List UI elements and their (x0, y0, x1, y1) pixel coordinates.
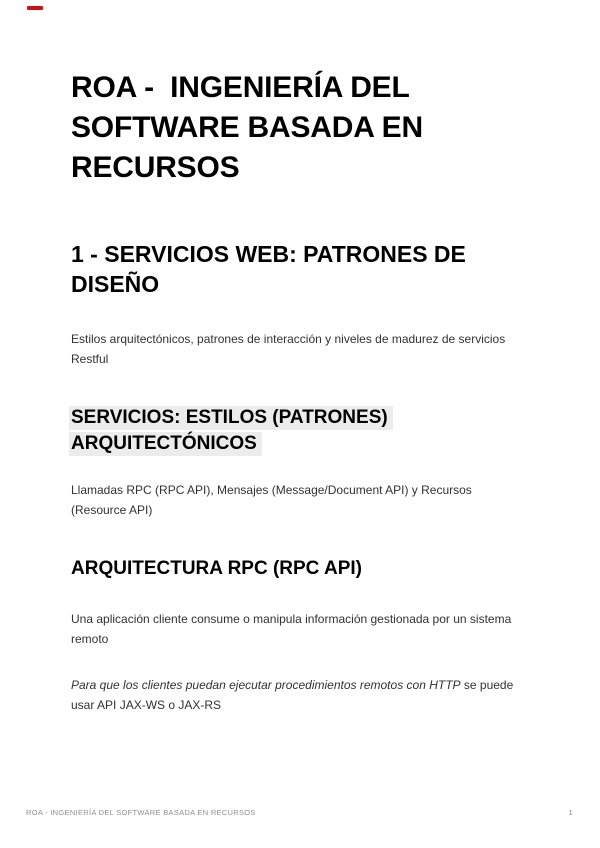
paragraph-http-regular-text: se puede usar API JAX-WS o JAX-RS (71, 678, 514, 712)
paragraph-intro: Estilos arquitectónicos, patrones de interacción y niveles de madurez de servicios Restful (71, 332, 506, 366)
section-heading-servicios-web: 1 - SERVICIOS WEB: PATRONES DE DISEÑO (71, 241, 466, 297)
highlighted-heading-text: SERVICIOS: ESTILOS (PATRONES) ARQUITECTÓNICOS (69, 406, 393, 456)
red-annotation-marker (27, 6, 43, 10)
document-title: ROA - INGENIERÍA DEL SOFTWARE BASADA EN RECURSOS (71, 71, 432, 184)
paragraph-http (71, 675, 529, 715)
footer-page-number: 1 (568, 808, 573, 817)
paragraph-http-italic-text: Para que los clientes puedan ejecutar procedimientos remotos con HTTP (71, 678, 461, 692)
paragraph-aplicacion-cliente: Una aplicación cliente consume o manipula información gestionada por un sistema remoto (71, 612, 512, 646)
paragraph-llamadas: Llamadas RPC (RPC API), Mensajes (Message/Document API) y Recursos (Resource API) (71, 483, 472, 517)
page-footer (26, 808, 573, 818)
footer-document-name: ROA - INGENIERÍA DEL SOFTWARE BASADA EN RECURSOS (26, 808, 256, 817)
subsection-heading-estilos (71, 405, 529, 457)
subsection-heading-arquitectura-rpc: ARQUITECTURA RPC (RPC API) (71, 558, 362, 579)
